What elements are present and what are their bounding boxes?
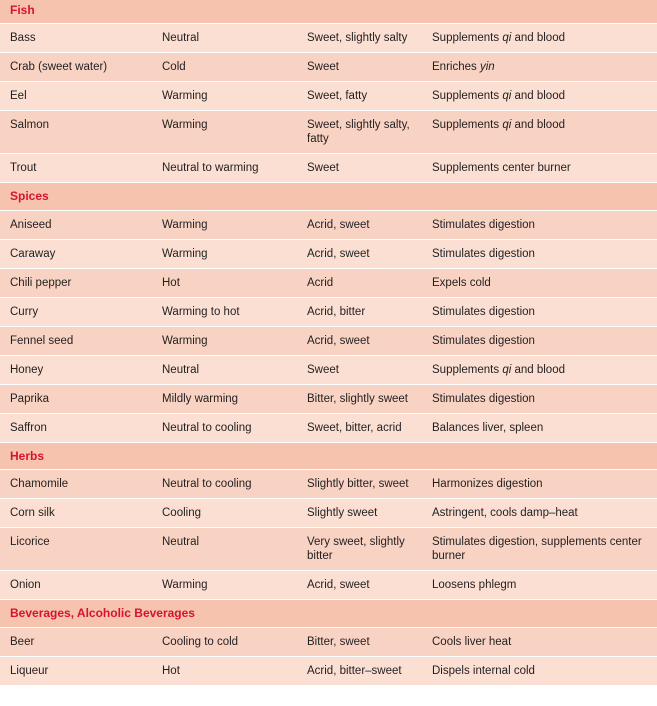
cell-flavor: Acrid [307,276,334,289]
cell-action: Balances liver, spleen [432,421,544,434]
table-row [0,211,657,240]
cell-food: Aniseed [10,218,52,231]
cell-thermal-nature: Warming [162,579,208,592]
cell-action: Stimulates digestion [432,247,535,260]
cell-flavor: Acrid, bitter–sweet [307,664,402,677]
cell-food: Salmon [10,119,49,132]
table-row [0,298,657,327]
italic-term: qi [502,119,512,132]
table-row [0,356,657,385]
cell-action: Dispels internal cold [432,664,535,677]
section-header-row [0,0,657,24]
cell-thermal-nature: Neutral [162,536,200,549]
italic-term: qi [502,32,512,45]
cell-food: Liqueur [10,664,49,677]
cell-thermal-nature: Cold [162,61,186,74]
cell-food: Saffron [10,421,47,434]
cell-action: Stimulates digestion [432,392,535,405]
section-title: Fish [10,3,35,17]
cell-thermal-nature: Neutral to cooling [162,421,252,434]
cell-flavor: Slightly bitter, sweet [307,478,409,491]
cell-thermal-nature: Warming [162,334,208,347]
cell-flavor: Sweet [307,363,339,376]
table-row [0,269,657,298]
cell-food: Crab (sweet water) [10,61,108,74]
cell-action: Supplements center burner [432,162,571,175]
table-row [0,628,657,657]
cell-flavor: Acrid, sweet [307,579,370,592]
cell-food: Paprika [10,392,49,405]
cell-thermal-nature: Hot [162,664,180,677]
section-title: Herbs [10,449,45,463]
table-row [0,53,657,82]
cell-action: Stimulates digestion [432,334,535,347]
section-header-row [0,183,657,210]
cell-food: Curry [10,305,39,318]
cell-action: Loosens phlegm [432,579,517,592]
cell-flavor: Bitter, sweet [307,635,370,648]
cell-thermal-nature: Warming [162,119,208,132]
table-row [0,571,657,600]
cell-action: Supplements qi and blood [432,363,565,376]
cell-action: Supplements qi and blood [432,90,565,103]
cell-action: Astringent, cools damp–heat [432,507,578,520]
cell-flavor: Sweet [307,61,339,74]
cell-action: Cools liver heat [432,635,512,648]
cell-thermal-nature: Neutral to cooling [162,478,252,491]
cell-flavor: Sweet, slightly salty [307,32,408,45]
cell-action: Expels cold [432,276,491,289]
table-row [0,327,657,356]
table-row [0,657,657,686]
table-row [0,470,657,499]
cell-thermal-nature: Cooling [162,507,201,520]
cell-flavor: Sweet, fatty [307,90,368,103]
cell-action: Supplements qi and blood [432,119,565,132]
cell-flavor: Acrid, sweet [307,334,370,347]
cell-flavor: Very sweet, slightly bitter [307,536,405,563]
cell-flavor: Acrid, sweet [307,247,370,260]
cell-thermal-nature: Warming [162,90,208,103]
table-row [0,82,657,111]
table-row [0,385,657,414]
cell-food: Chamomile [10,478,69,491]
table-row [0,528,657,571]
cell-thermal-nature: Neutral [162,32,200,45]
table-row [0,111,657,154]
cell-action: Stimulates digestion [432,218,535,231]
cell-flavor: Sweet, slightly salty, fatty [307,119,410,146]
cell-action: Stimulates digestion [432,305,535,318]
section-title: Beverages, Alcoholic Beverages [10,606,195,621]
cell-action: Supplements qi and blood [432,32,565,45]
italic-term: qi [502,90,512,103]
cell-action: Harmonizes digestion [432,478,543,491]
cell-action: Enriches yin [432,61,495,74]
cell-food: Trout [10,162,37,175]
cell-flavor: Sweet [307,162,339,175]
cell-food: Honey [10,363,44,376]
italic-term: yin [479,61,495,74]
table-row [0,499,657,528]
table-row [0,414,657,443]
cell-flavor: Acrid, sweet [307,218,370,231]
cell-thermal-nature: Neutral to warming [162,162,259,175]
cell-food: Bass [10,32,36,45]
cell-food: Beer [10,635,35,648]
cell-food: Licorice [10,536,50,549]
cell-thermal-nature: Neutral [162,363,200,376]
cell-action: Stimulates digestion, supplements center burner [432,536,642,563]
cell-food: Eel [10,90,27,103]
cell-thermal-nature: Cooling to cold [162,635,239,648]
section-title: Spices [10,189,49,204]
cell-thermal-nature: Warming [162,247,208,260]
cell-thermal-nature: Warming to hot [162,305,240,318]
cell-thermal-nature: Hot [162,276,180,289]
cell-flavor: Slightly sweet [307,507,378,520]
cell-food: Chili pepper [10,276,72,289]
italic-term: qi [502,363,512,376]
cell-flavor: Sweet, bitter, acrid [307,421,402,434]
table-row [0,154,657,183]
cell-food: Corn silk [10,507,55,520]
cell-food: Onion [10,579,41,592]
section-header-row [0,600,657,627]
cell-thermal-nature: Mildly warming [162,392,239,405]
cell-food: Fennel seed [10,334,74,347]
cell-flavor: Acrid, bitter [307,305,366,318]
cell-flavor: Bitter, slightly sweet [307,392,408,405]
table-row [0,24,657,53]
cell-food: Caraway [10,247,56,260]
cell-thermal-nature: Warming [162,218,208,231]
table-row [0,240,657,269]
section-header-row [0,443,657,470]
